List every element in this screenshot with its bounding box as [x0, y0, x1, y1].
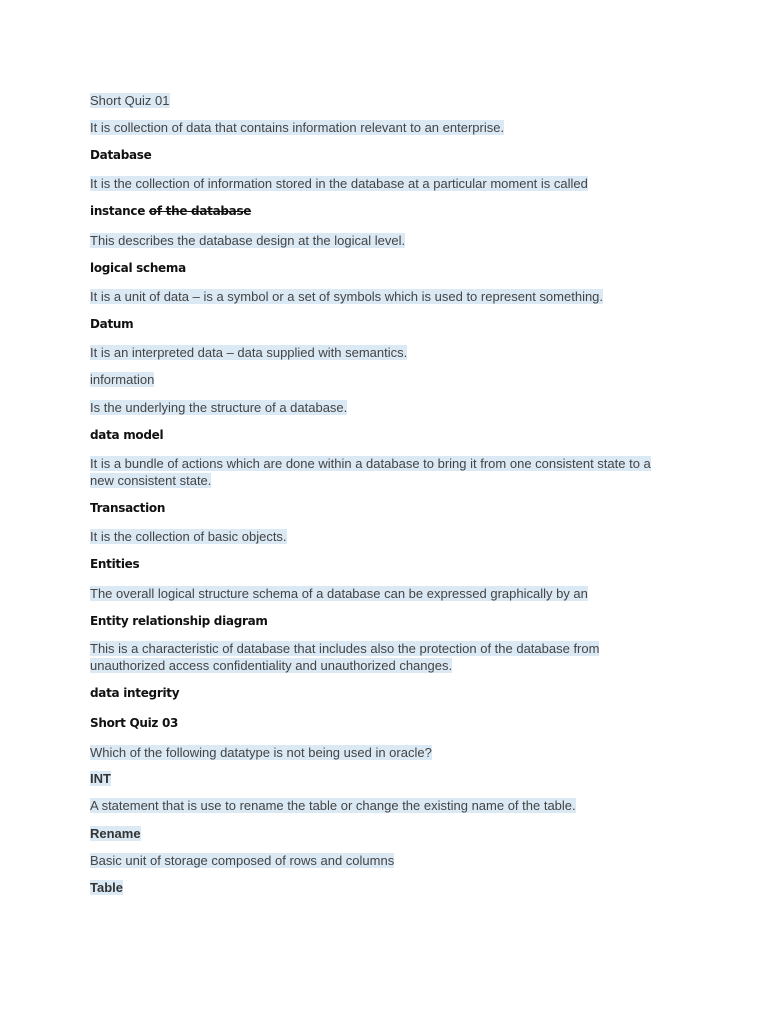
quiz03-answer-3: Table: [90, 880, 123, 895]
answer-5: information: [90, 372, 155, 387]
question-1: It is collection of data that contains information relevant to an enterprise.: [90, 120, 505, 135]
answer-7: Transaction: [90, 501, 166, 515]
question-8: It is the collection of basic objects.: [90, 529, 287, 544]
quiz03-answer-2: Rename: [90, 826, 141, 841]
answer-10: data integrity: [90, 686, 180, 700]
question-4: It is a unit of data – is a symbol or a set of symbols which is used to represent something.: [90, 289, 604, 304]
question-6: Is the underlying the structure of a database.: [90, 400, 348, 415]
quiz03-question-1: Which of the following datatype is not being used in oracle?: [90, 745, 432, 760]
question-10-line-1: This is a characteristic of database that includes also the protection of the database from: [90, 641, 600, 656]
quiz03-question-3: Basic unit of storage composed of rows and columns: [90, 853, 395, 868]
question-9: The overall logical structure schema of a database can be expressed graphically by an: [90, 586, 588, 601]
quiz03-answer-1: INT: [90, 771, 111, 786]
answer-8: Entities: [90, 557, 140, 571]
answer-2: instance of the database: [90, 204, 252, 218]
question-3: This describes the database design at the logical level.: [90, 233, 406, 248]
question-7-line-1: It is a bundle of actions which are done within a database to bring it from one consistent state to a: [90, 456, 651, 471]
answer-9: Entity relationship diagram: [90, 614, 268, 628]
answer-6: data model: [90, 428, 164, 442]
quiz03-title: Short Quiz 03: [90, 716, 179, 730]
answer-4: Datum: [90, 317, 134, 331]
quiz03-question-2: A statement that is use to rename the table or change the existing name of the table.: [90, 798, 576, 813]
question-10-line-2: unauthorized access confidentiality and unauthorized changes.: [90, 658, 453, 673]
question-2: It is the collection of information stored in the database at a particular moment is called: [90, 176, 588, 191]
question-7-line-2: new consistent state.: [90, 473, 212, 488]
answer-1: Database: [90, 148, 152, 162]
answer-3: logical schema: [90, 261, 186, 275]
question-5: It is an interpreted data – data supplied with semantics.: [90, 345, 408, 360]
quiz01-title: Short Quiz 01: [90, 93, 170, 108]
struck-text: of the database: [148, 204, 252, 218]
